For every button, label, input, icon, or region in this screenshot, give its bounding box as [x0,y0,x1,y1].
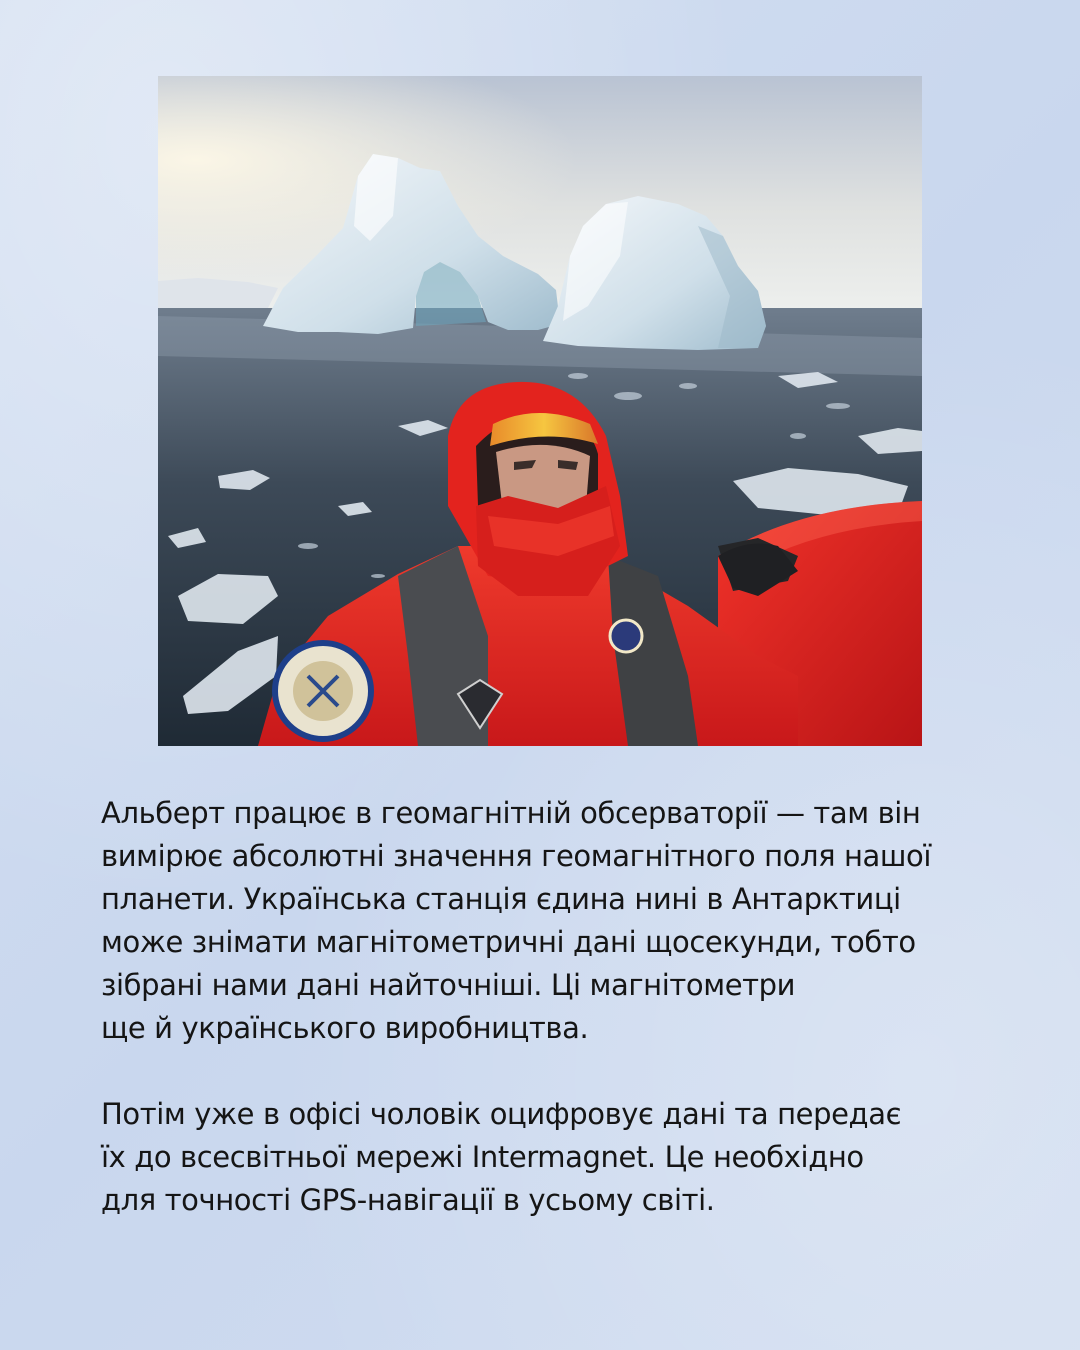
paragraph-intermagnet [101,1093,1001,1222]
text-line: для точності GPS-навігації в усьому світі. [101,1183,715,1217]
text-line: Альберт працює в геомагнітній обсерваторії — там він [101,796,921,830]
text-line: ще й українського виробництва. [101,1011,589,1045]
text-line: планети. Українська станція єдина нині в Антарктиці [101,882,901,916]
antarctic-selfie-photo [158,76,922,746]
text-line: зібрані нами дані найточніші. Ці магнітометри [101,968,796,1002]
text-line: їх до всесвітньої мережі Intermagnet. Це необхідно [101,1140,864,1174]
article-text [101,792,1001,1222]
paragraph-observatory [101,792,1001,1050]
text-line: вимірює абсолютні значення геомагнітного поля нашої [101,839,932,873]
text-line: може знімати магнітометричні дані щосекунди, тобто [101,925,916,959]
text-line: Потім уже в офісі чоловік оцифровує дані та передає [101,1097,902,1131]
